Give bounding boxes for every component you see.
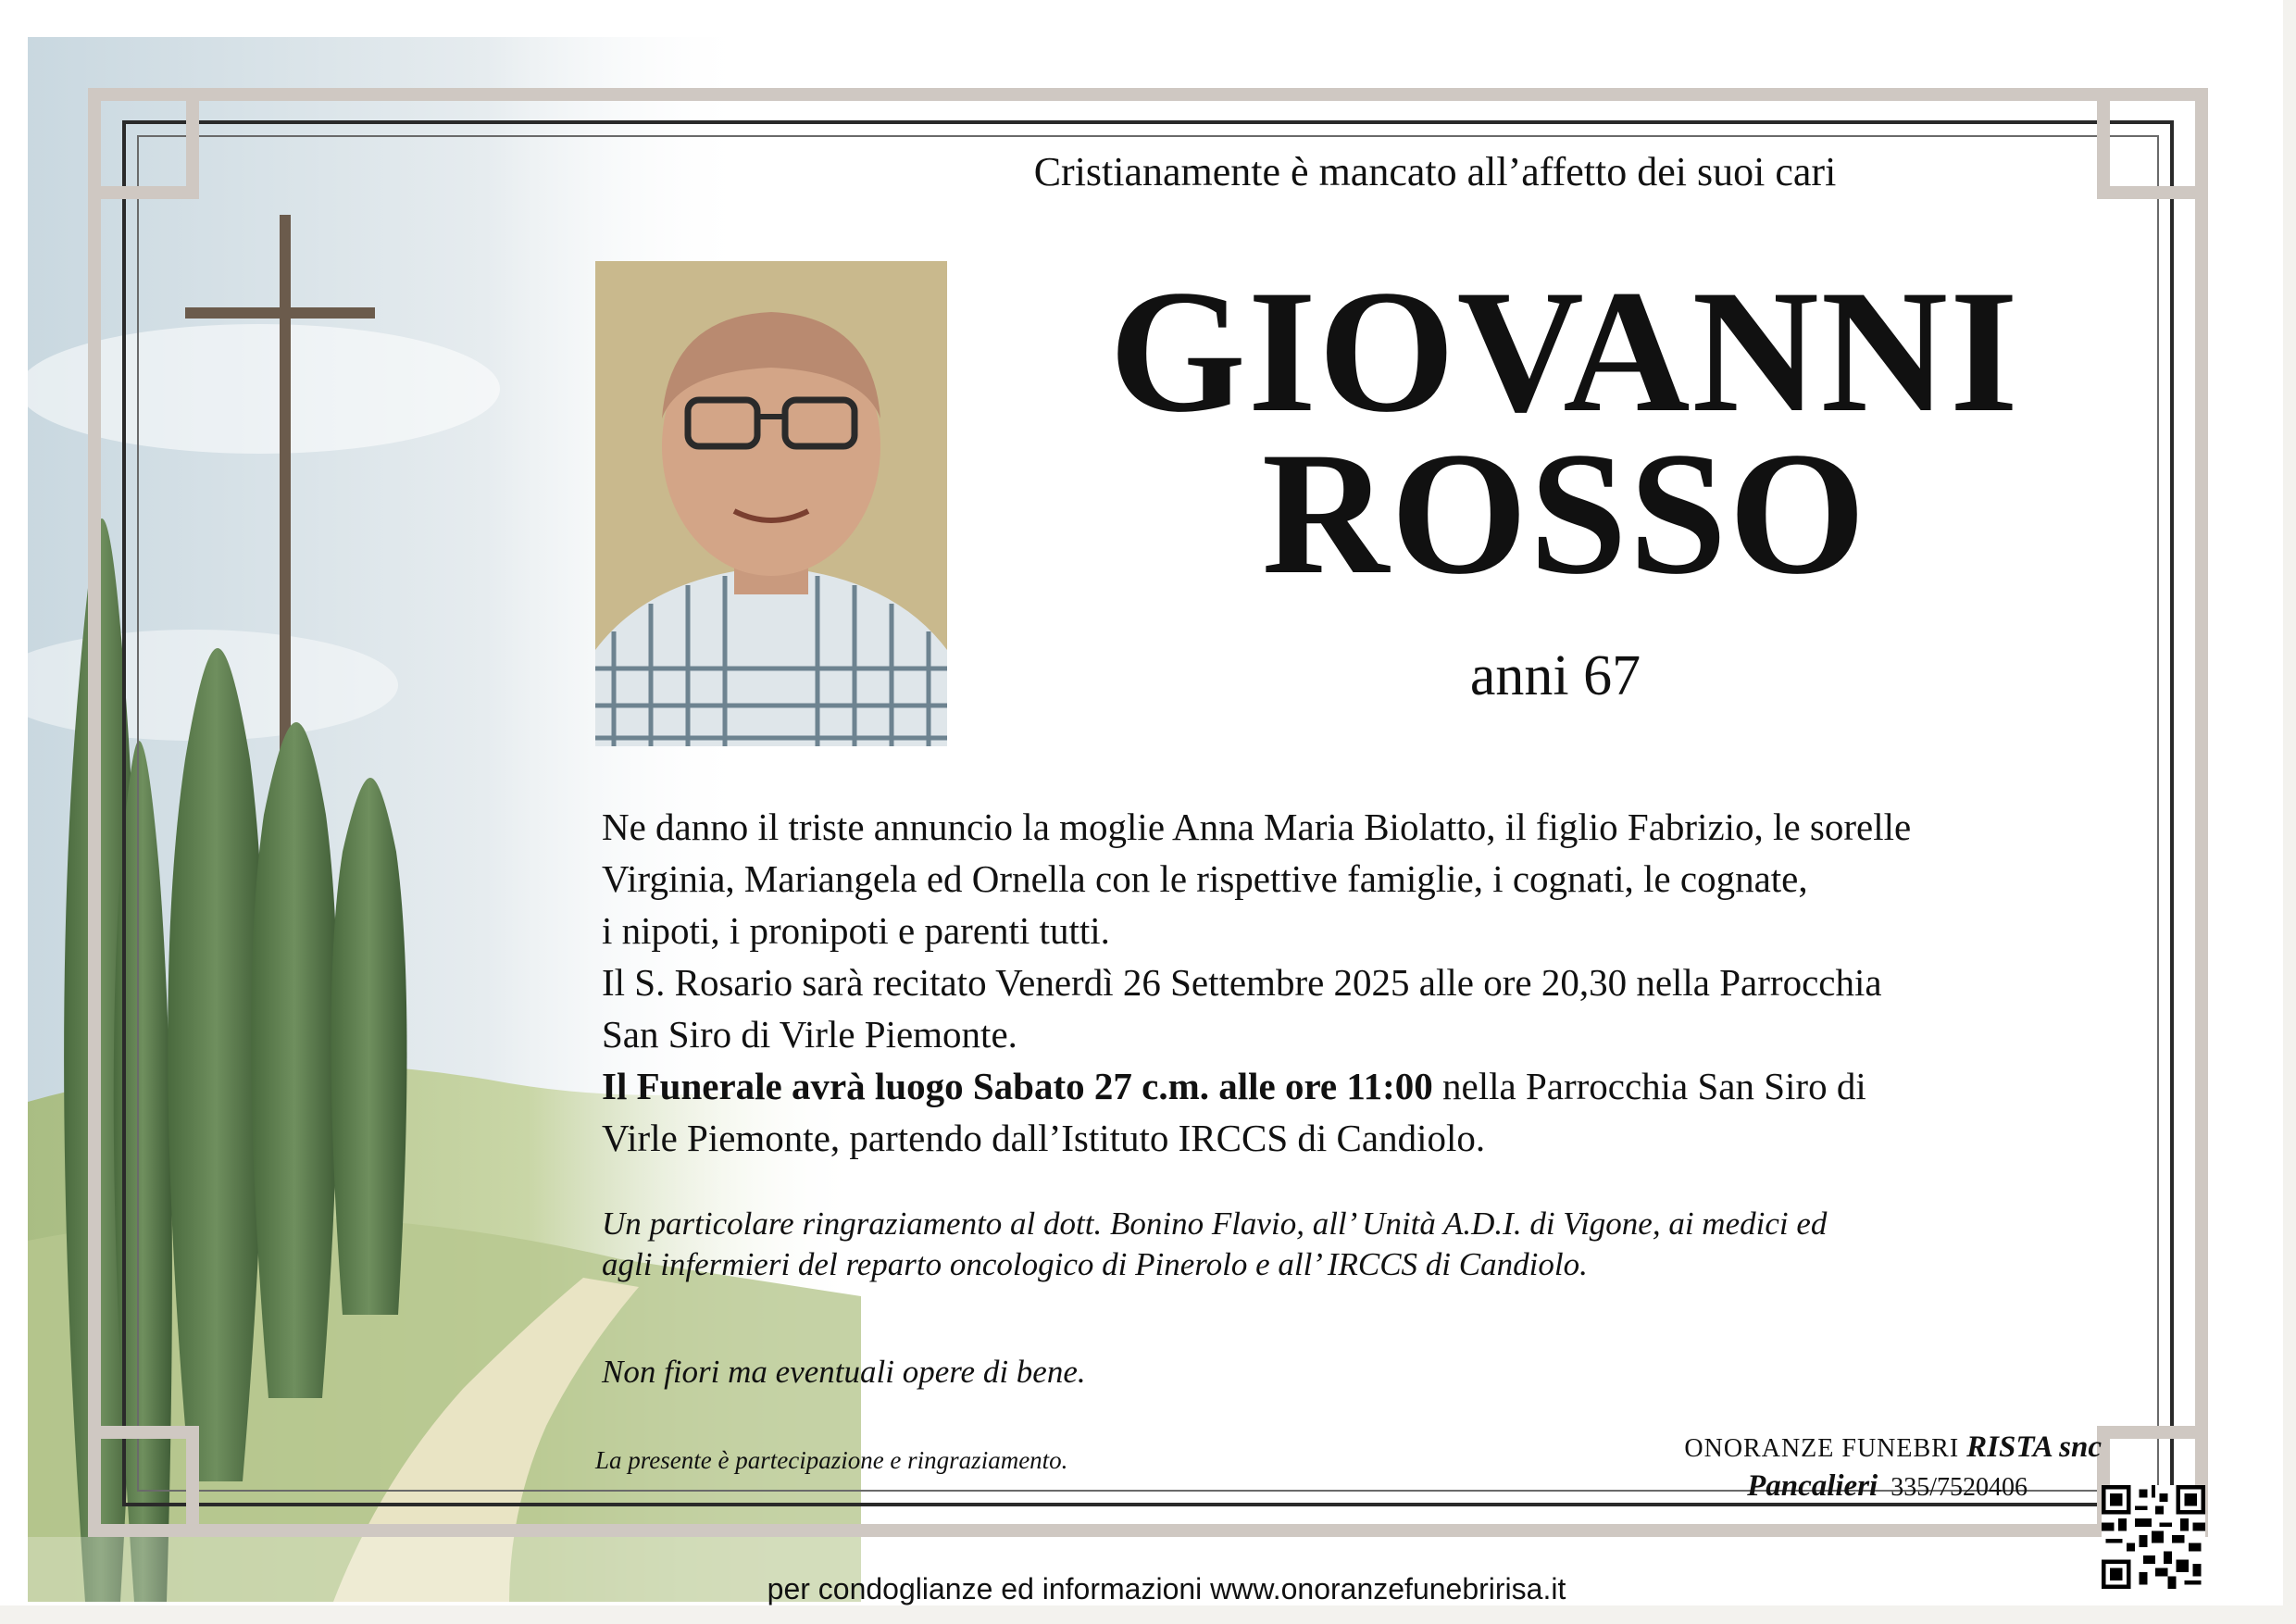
funeral-line: Virle Piemonte, partendo dall’Istituto IRCCS di Candiolo. [602, 1117, 1486, 1159]
agency-phone: 335/7520406 [1890, 1473, 2028, 1502]
thanks-line: agli infermieri del reparto oncologico di Pinerolo e all’ IRCCS di Candiolo. [602, 1246, 1588, 1282]
flowers-note: Non fiori ma eventuali opere di bene. [602, 1354, 1086, 1390]
agency-city: Pancalieri [1747, 1469, 1878, 1503]
announcement-line: Virginia, Mariangela ed Ornella con le rispettive famiglie, i cognati, le cognate, [602, 857, 1808, 900]
participation-notice: La presente è partecipazione e ringraziamento. [595, 1446, 1068, 1474]
deceased-age: anni 67 [1469, 644, 1641, 707]
intro-text: Cristianamente è mancato all’affetto dei suoi cari [1033, 149, 1837, 194]
announcement-line: Ne danno il triste annuncio la moglie Anna Maria Biolatto, il figlio Fabrizio, le sorelle [602, 806, 1912, 848]
funeral-details: Il Funerale avrà luogo Sabato 27 c.m. alle ore 11:00 [602, 1065, 1433, 1107]
agency-prefix: ONORANZE FUNEBRI [1684, 1434, 1967, 1463]
rosary-line: Il S. Rosario sarà recitato Venerdì 26 Settembre 2025 alle ore 20,30 nella Parrocchia [602, 961, 1882, 1004]
rosary-line: San Siro di Virle Piemonte. [602, 1013, 1017, 1056]
thanks-line: Un particolare ringraziamento al dott. Bonino Flavio, all’ Unità A.D.I. di Vigone, ai medici ed [602, 1206, 1828, 1242]
funeral-location: nella Parrocchia San Siro di [1432, 1065, 1866, 1107]
deceased-first-name: GIOVANNI [1109, 255, 2020, 449]
footer-contact: per condoglianze ed informazioni www.onoranzefunebririsa.it [767, 1572, 1566, 1605]
announcement-line: i nipoti, i pronipoti e parenti tutti. [602, 909, 1110, 952]
deceased-last-name: ROSSO [1261, 417, 1868, 611]
agency-name: RISTA snc [1966, 1430, 2102, 1464]
